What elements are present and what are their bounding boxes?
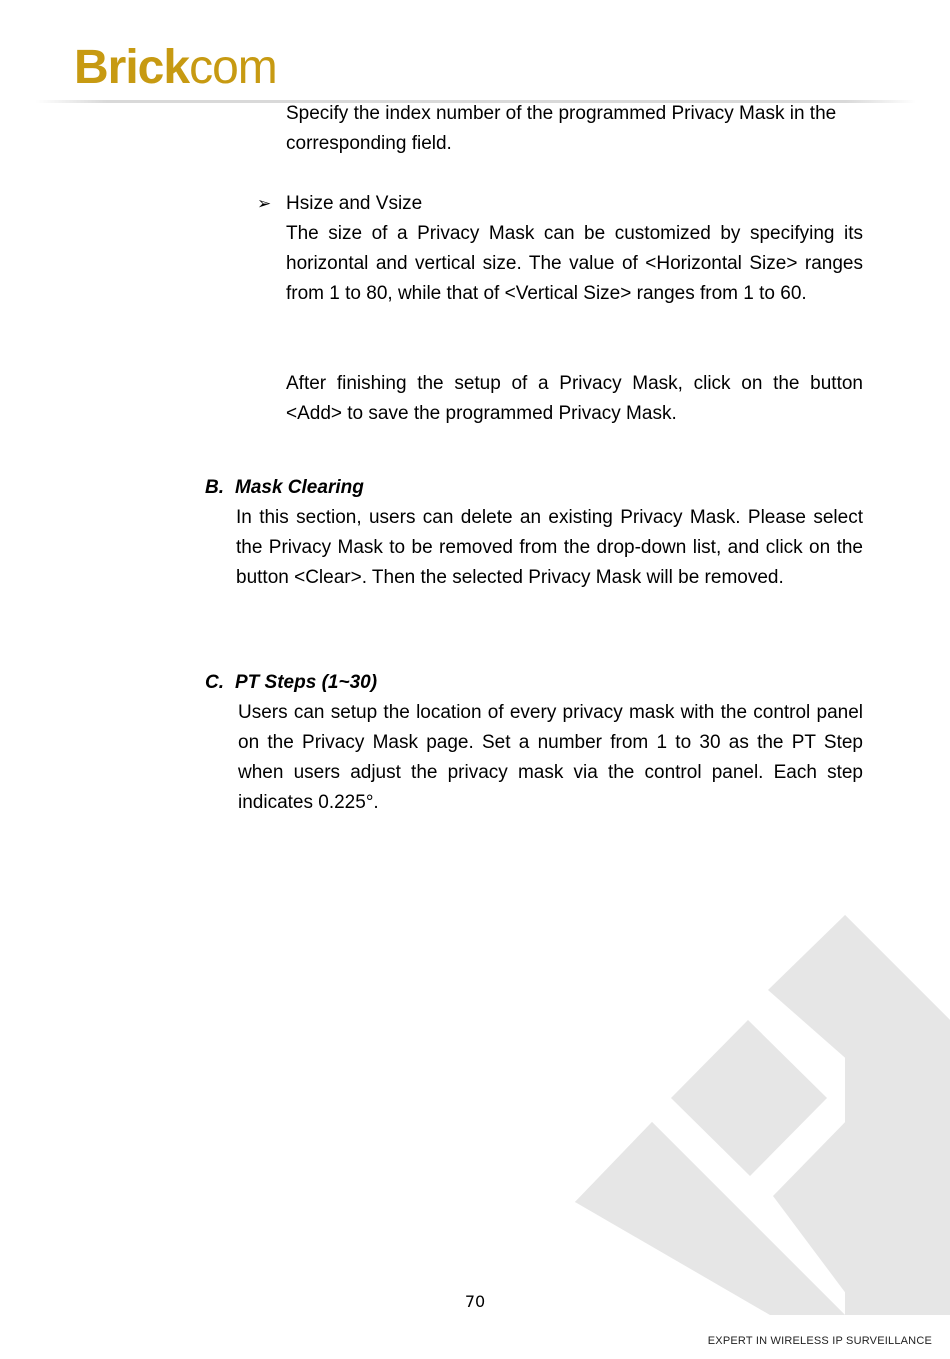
hsize-vsize-paragraph: The size of a Privacy Mask can be customized by specifying its horizontal and vertical size. The value of <Horizontal Size> ranges from 1 to 80, while that of <Vertical Size> ranges from 1 to 60. bbox=[286, 223, 863, 304]
section-title-c: PT Steps (1~30) bbox=[235, 672, 378, 693]
pt-steps-paragraph: Users can setup the location of every privacy mask with the control panel on the Privacy Mask page. Set a number from 1 to 30 as the PT Step when users adjust the privacy mask via the control panel. Each step indicates 0.225°. bbox=[238, 702, 863, 813]
footer-tagline: EXPERT IN WIRELESS IP SURVEILLANCE bbox=[707, 1335, 932, 1347]
after-setup-paragraph: After finishing the setup of a Privacy Mask, click on the button <Add> to save the programmed Privacy Mask. bbox=[286, 373, 863, 424]
deco-shape-large bbox=[575, 915, 950, 1315]
section-letter-c: C. bbox=[205, 672, 224, 693]
section-heading-c bbox=[205, 668, 377, 698]
brickcom-logo bbox=[74, 41, 277, 94]
hsize-vsize-title: Hsize and Vsize bbox=[286, 193, 423, 214]
deco-shape-bottom bbox=[575, 1122, 845, 1315]
arrow-bullet-icon: ➢ bbox=[257, 194, 272, 213]
section-letter-b: B. bbox=[205, 477, 224, 498]
logo-light-text: com bbox=[189, 41, 277, 94]
section-title-b: Mask Clearing bbox=[235, 477, 364, 498]
mask-clearing-paragraph: In this section, users can delete an existing Privacy Mask. Please select the Privacy Mask to be removed from the drop-down list, and click on the button <Clear>. Then the selected Privacy Mask will be removed. bbox=[236, 507, 863, 588]
index-paragraph: Specify the index number of the programmed Privacy Mask in the corresponding field. bbox=[286, 103, 837, 154]
deco-shape-right-band bbox=[773, 1115, 950, 1315]
logo-bold-text: Brick bbox=[74, 41, 190, 94]
section-heading-b bbox=[205, 473, 364, 503]
page-number: 70 bbox=[464, 1292, 486, 1311]
deco-shape-diamond bbox=[671, 1020, 827, 1176]
deco-shape-band-top bbox=[768, 915, 950, 1150]
